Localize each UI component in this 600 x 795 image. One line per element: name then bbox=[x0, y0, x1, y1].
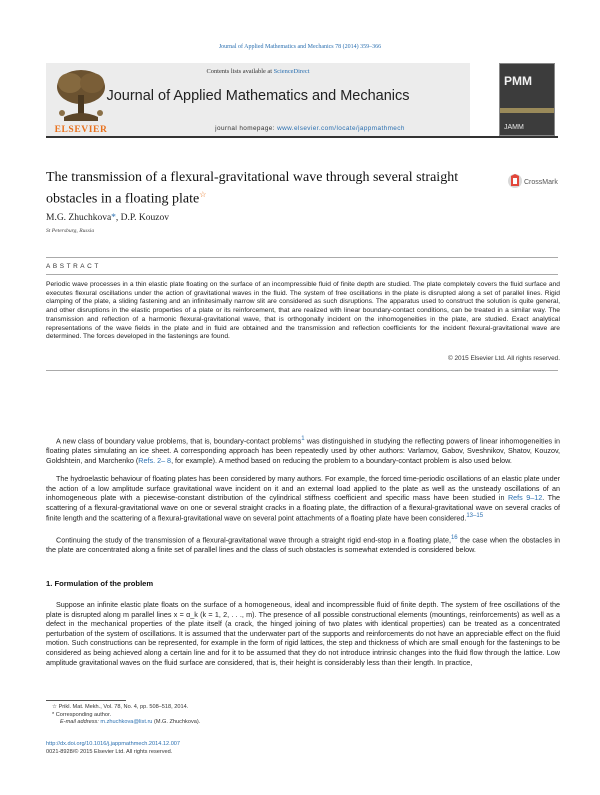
intro-paragraph: The hydroelastic behaviour of floating plates has been considered by many authors. For example, the forced time-periodic oscillations of an elastic plate under the action of a low amplitude surface gravitational wave incident on it and an external load applied to the plate as well as the unsteady oscillations of an inhomogeneous plate with a piecewise-constant distribution of the cylindrical stiffness coefficient and specific mass have been studied in Refs 9–12. The scattering of a flexural-gravitational wave on one or several straight cracks in a floating plate, the diffraction of a flexural-gravitational wave on several cracks of finite length and the scattering of a flexural-gravitational wave on several point attachments of a floating plate have been considered.$^{13-15}$ bbox=[46, 474, 561, 523]
cover-title: PMM bbox=[504, 74, 532, 88]
header-divider bbox=[46, 136, 558, 138]
journal-citation[interactable]: Journal of Applied Mathematics and Mechanics 78 (2014) 359–366 bbox=[218, 44, 382, 50]
footnote-rule bbox=[46, 700, 126, 701]
section-heading: 1. Formulation of the problem bbox=[46, 579, 154, 588]
journal-title: Journal of Applied Mathematics and Mechanics bbox=[106, 88, 410, 104]
crossmark-label: CrossMark bbox=[524, 179, 558, 186]
journal-homepage: journal homepage: www.elsevier.com/locate/jappmathmech bbox=[215, 125, 405, 132]
issn-line: 0021-8928/© 2015 Elsevier Ltd. All rights reserved. bbox=[46, 749, 173, 755]
reference-link[interactable]: 16 bbox=[450, 535, 458, 541]
cover-stripe bbox=[500, 108, 554, 113]
footnotes bbox=[46, 704, 560, 727]
cover-subtitle: JAMM bbox=[504, 124, 524, 131]
doi-link[interactable]: http://dx.doi.org/10.1016/j.jappmathmech.2014.12.007 bbox=[46, 741, 181, 747]
email-link[interactable]: m.zhuchkova@list.ru bbox=[100, 719, 153, 726]
author-name: D.P. Kouzov bbox=[120, 213, 169, 223]
reference-link[interactable]: Refs. 2– 8 bbox=[138, 455, 172, 465]
author-name: M.G. Zhuchkova bbox=[46, 213, 112, 223]
copyright-notice: © 2015 Elsevier Ltd. All rights reserved. bbox=[448, 355, 560, 362]
crossmark-badge[interactable] bbox=[507, 173, 561, 189]
reference-link[interactable]: 13–15 bbox=[466, 513, 484, 520]
title-footnote-mark[interactable]: ☆ bbox=[199, 189, 207, 199]
article-title: The transmission of a flexural-gravitational wave through several straight obstacles in a floating plate☆ bbox=[46, 170, 459, 207]
intro-paragraph: Continuing the study of the transmission of a flexural-gravitational wave through a straight rigid end-stop in a floating plate,$^{16}$ the case when the obstacles in the plate are concentrated along a finite set of parallel lines and the class of such obstacles is somewhat extended is considered below. bbox=[46, 535, 560, 554]
abstract-bottom-rule bbox=[46, 370, 558, 371]
corresponding-author-mark[interactable]: * bbox=[111, 213, 116, 223]
reference-link[interactable]: Refs 9–12 bbox=[507, 493, 543, 503]
footnote: ☆ Prikl. Mat. Mekh., Vol. 78, No. 4, pp. 508–518, 2014. bbox=[52, 704, 189, 710]
abstract-heading-rule bbox=[46, 274, 558, 275]
affiliation: St Petersburg, Russia bbox=[46, 228, 95, 234]
author-line: M.G. Zhuchkova*, D.P. Kouzov bbox=[46, 213, 169, 223]
intro-paragraph: A new class of boundary value problems, that is, boundary-contact problems$^1$ was distinguished in studying the reflecting powers of linear inhomogeneities in floating plates simulating an ice sheet. A corresponding approach has been repeatedly used by other authors: Varlamov, Gabov, Sveshnikov, Shatov, Kouzov, Goldshtein, and Marchenko (Refs. 2– 8, for example). A method based on reducing the problem to a boundary-contact problem is also used below. bbox=[46, 436, 560, 465]
section-paragraph: Suppose an infinite elastic plate floats on the surface of a homogeneous, ideal and incompressible fluid of finite depth. The system of free oscillations of the plate is disrupted along m parallel lines x = α_k (k = 1, 2, . . ., m). The presence of all possible constructional elements (mountings, reinforcements) as well as a defect in the mechanical properties of the plate itself (a crack, the hinged joining of two plates with identical properties) can be treated as a concentrated perturbation of the system of oscillations. It is assumed that the underwater part of the supports and reinforcements do not have an appreciable effect on the fluid motion. Such constructions can be represented, for example in the form of rigid lattices, the step and thickness of which are small enough for the fastenings to be considered as being achieved along a certain line and for it to be assumed that they do not introduce intrinsic changes into the fluid flow through the lattice. Low amplitude gravitational waves on the fluid surface are considered, that is, their height is considerably less than their length. In practice, bbox=[46, 600, 560, 667]
footnote-email: E-mail address: m.zhuchkova@list.ru (M.G. Zhuchkova). bbox=[60, 719, 201, 726]
sciencedirect-link[interactable]: ScienceDirect bbox=[273, 68, 310, 75]
journal-cover-thumbnail bbox=[499, 63, 555, 136]
abstract-heading: ABSTRACT bbox=[46, 263, 101, 270]
publisher-wordmark: ELSEVIER bbox=[54, 125, 108, 135]
contents-line: Contents lists available at ScienceDirect bbox=[206, 68, 310, 75]
abstract-top-rule bbox=[46, 257, 558, 258]
footnote: * Corresponding author. bbox=[52, 711, 112, 718]
homepage-link[interactable]: www.elsevier.com/locate/jappmathmech bbox=[277, 125, 405, 132]
reference-link[interactable]: 1 bbox=[301, 436, 305, 442]
abstract-text: Periodic wave processes in a thin elastic plate floating on the surface of an incompressible fluid of finite depth are studied. The plate completely covers the fluid surface and executes flexural oscillations under the action of gravitational waves in the fluid. The system of free oscillations in the plate is disrupted along a set of parallel lines. Rigid clamping of the plate, a sliding fastening and an infinitesimally narrow slit are considered as such disruptions. The apparatus used to construct the solution is quite general, and other disruptions in the elastic properties of a plate or its reinforcement, that are realized with linear boundary-contact conditions, can be treated in a similar way. The transmission and reflection of a harmonic flexural-gravitational wave, that is orthogonally incident on the inhomogeneities in the plate, are studied. Exact analytical representations of the wave fields in the plate and in fluid are obtained and the transmission and reflection coefficients for the incident flexural-gravitational wave are determined. The forces developed in the fastenings are found. bbox=[46, 281, 560, 341]
